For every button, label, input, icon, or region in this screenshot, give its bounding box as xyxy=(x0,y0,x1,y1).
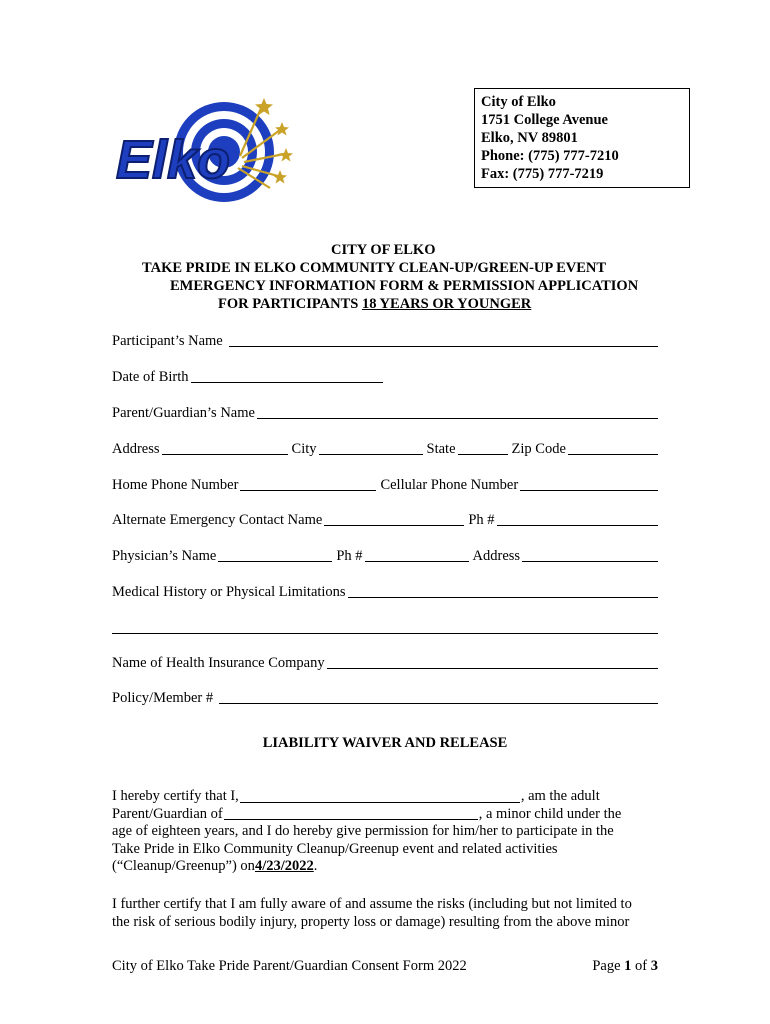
physician-name-field[interactable] xyxy=(218,547,332,562)
waiver-line: the risk of serious bodily injury, property loss or damage) resulting from the above minor xyxy=(112,913,630,930)
state-label: State xyxy=(426,441,456,457)
physician-name-label: Physician’s Name xyxy=(112,548,217,564)
title-line-2: TAKE PRIDE IN ELKO COMMUNITY CLEAN-UP/GREEN-UP EVENT xyxy=(142,260,607,276)
footer-form-name: City of Elko Take Pride Parent/Guardian Consent Form 2022 xyxy=(112,958,467,974)
state-field[interactable] xyxy=(458,440,508,455)
city-field[interactable] xyxy=(319,440,423,455)
cell-phone-label: Cellular Phone Number xyxy=(380,477,519,493)
event-date: 4/23/2022 xyxy=(254,858,314,874)
medical-history-label: Medical History or Physical Limitations xyxy=(112,584,346,600)
page-of: of xyxy=(631,958,651,974)
date-of-birth-label: Date of Birth xyxy=(112,369,189,385)
title-line-4 xyxy=(218,295,531,313)
parent-guardian-label: Parent/Guardian’s Name xyxy=(112,405,255,421)
address-line: City of Elko xyxy=(481,94,556,110)
address-box xyxy=(474,88,690,188)
policy-member-label: Policy/Member # xyxy=(112,690,214,706)
address-label: Address xyxy=(112,441,160,457)
cell-phone-field[interactable] xyxy=(520,476,658,491)
physician-address-field[interactable] xyxy=(522,547,658,562)
waiver-paragraph-1 xyxy=(112,788,660,876)
waiver-text: (“Cleanup/Greenup”) on xyxy=(112,858,255,874)
adult-name-field[interactable] xyxy=(240,789,520,803)
waiver-text: , a minor child under the xyxy=(478,805,622,822)
elko-target-logo-icon xyxy=(112,92,302,204)
policy-member-field[interactable] xyxy=(219,689,658,704)
minor-name-field[interactable] xyxy=(224,806,478,820)
waiver-line: Take Pride in Elko Community Cleanup/Greenup event and related activities xyxy=(112,840,558,857)
waiver-line xyxy=(112,806,660,824)
waiver-line: I further certify that I am fully aware of and assume the risks (including but not limited to xyxy=(112,896,632,912)
physician-ph-field[interactable] xyxy=(365,547,469,562)
title-line-4-prefix: FOR PARTICIPANTS xyxy=(218,296,362,312)
medical-history-row xyxy=(112,581,658,601)
medical-history-field[interactable] xyxy=(348,583,658,598)
waiver-text: . xyxy=(313,858,318,874)
participant-name-label: Participant’s Name xyxy=(112,333,223,349)
page-footer xyxy=(112,958,658,975)
title-line-1: CITY OF ELKO xyxy=(331,242,436,258)
alt-ph-label: Ph # xyxy=(468,512,495,528)
physician-address-label: Address xyxy=(472,548,521,564)
medical-history-field-2[interactable] xyxy=(112,619,658,634)
home-phone-field[interactable] xyxy=(240,476,376,491)
parent-guardian-row xyxy=(112,402,658,422)
waiver-text: Parent/Guardian of xyxy=(112,805,223,822)
phone-row xyxy=(112,474,658,494)
logo-wordmark: Elko xyxy=(116,130,231,190)
alt-contact-label: Alternate Emergency Contact Name xyxy=(112,512,323,528)
insurance-company-field[interactable] xyxy=(327,654,658,669)
insurance-company-label: Name of Health Insurance Company xyxy=(112,655,325,671)
waiver-line xyxy=(112,788,660,806)
address-field[interactable] xyxy=(162,440,288,455)
page-prefix: Page xyxy=(592,958,625,974)
waiver-line: age of eighteen years, and I do hereby give permission for him/her to participate in the xyxy=(112,823,614,839)
address-row xyxy=(112,438,658,458)
title-line-3: EMERGENCY INFORMATION FORM & PERMISSION APPLICATION xyxy=(170,278,639,294)
alt-contact-row xyxy=(112,509,658,529)
participant-name-field[interactable] xyxy=(229,332,658,347)
address-line: Fax: (775) 777-7219 xyxy=(481,166,604,182)
insurance-row xyxy=(112,652,658,672)
alt-contact-field[interactable] xyxy=(324,511,464,526)
title-age-limit: 18 YEARS OR YOUNGER xyxy=(361,296,532,312)
waiver-text: , am the adult xyxy=(520,788,600,804)
address-line: Elko, NV 89801 xyxy=(481,130,578,146)
zip-code-label: Zip Code xyxy=(511,441,566,457)
date-of-birth-field[interactable] xyxy=(191,368,383,383)
page-number xyxy=(592,958,658,975)
waiver-heading: LIABILITY WAIVER AND RELEASE xyxy=(262,735,508,751)
city-label: City xyxy=(291,441,317,457)
address-line: Phone: (775) 777-7210 xyxy=(481,148,619,164)
policy-row xyxy=(112,687,658,707)
address-line: 1751 College Avenue xyxy=(481,112,608,128)
zip-code-field[interactable] xyxy=(568,440,658,455)
participant-name-row xyxy=(112,330,658,350)
parent-guardian-field[interactable] xyxy=(257,404,658,419)
date-of-birth-row xyxy=(112,366,658,386)
waiver-line xyxy=(112,858,660,876)
page-current: 1 xyxy=(624,958,632,974)
waiver-paragraph-2 xyxy=(112,896,660,931)
home-phone-label: Home Phone Number xyxy=(112,477,239,493)
medical-history-row-2 xyxy=(112,617,658,637)
physician-ph-label: Ph # xyxy=(336,548,363,564)
page-total: 3 xyxy=(650,958,658,974)
waiver-text: I hereby certify that I, xyxy=(112,788,239,804)
physician-row xyxy=(112,545,658,565)
alt-ph-field[interactable] xyxy=(497,511,658,526)
